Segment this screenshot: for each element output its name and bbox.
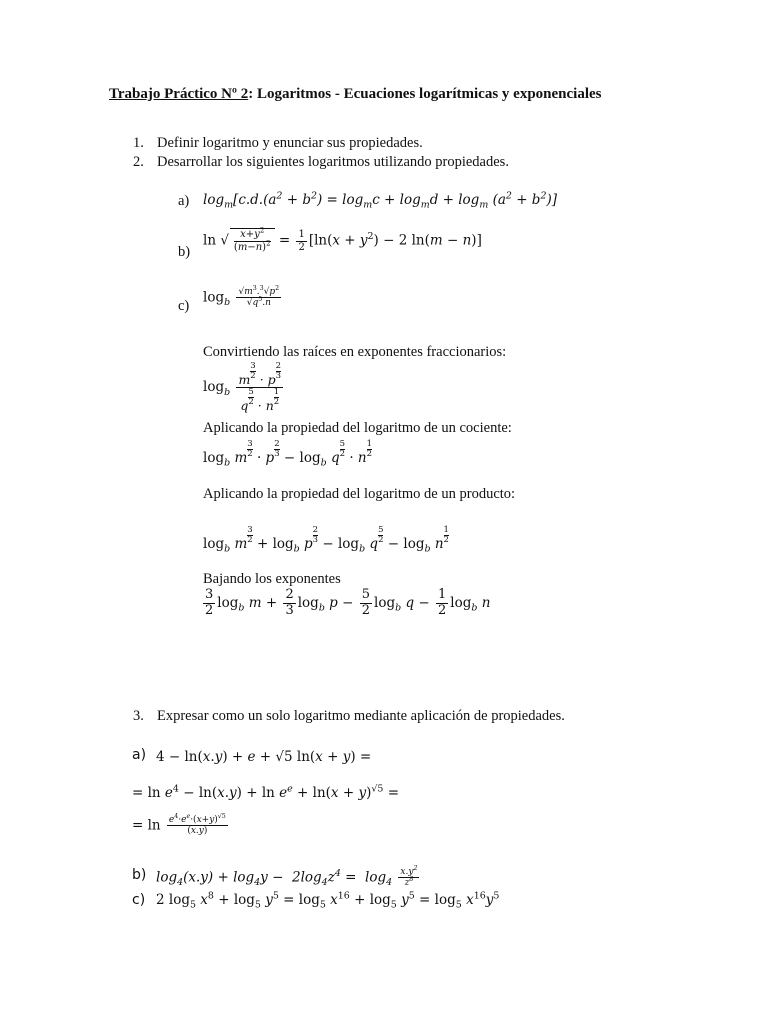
equation-2c: $\log_b$ $\frac{√m^3.^3√p^2}{√q^5.n}$	[203, 285, 280, 309]
equation-3a-line1: 4 − ln(x.y) + e + √5 ln(x + y) =	[156, 749, 372, 765]
step-2-text: Aplicando la propiedad del logaritmo de un cociente:	[203, 420, 512, 436]
step-3-text: Aplicando la propiedad del logaritmo de un producto:	[203, 486, 516, 502]
equation-3a-line2: = $\ln e^4 - \ln(x.y) + \ln e^e + \ln(x + y)^{√5}$ =	[132, 783, 400, 801]
item-3-text: Expresar como un solo logaritmo mediante aplicación de propiedades.	[157, 708, 565, 724]
equation-2a: $\log_m[c.d.(a^2 + b^2) = \log_mc + \log_md + \log_m (a^2 + b^2)]$	[203, 190, 558, 211]
step-1-text: Convirtiendo las raíces en exponentes fraccionarios:	[203, 344, 507, 360]
label-2c: c)	[178, 298, 190, 314]
equation-3b: $\log_4(x.y) + \log_4y - 2\log_4z^4 = \log_4$ $\frac{x.y^2}{z^8}$	[156, 865, 418, 889]
label-2b: b)	[178, 244, 191, 260]
step-1-equation: $\log_b$ m $\frac{3}{2}$ · p $\frac{2}{3}$ q $\frac{5}{2}$ · n $\frac{1}{2}$	[203, 361, 282, 414]
step-2-equation: $\log_b m$ $\frac{3}{2}$ · p $\frac{2}{3}$ − $\log_b q$ $\frac{5}{2}$ · n $\frac{1}{2}$	[203, 439, 373, 469]
label-3b: b)	[132, 867, 147, 883]
label-2a: a)	[178, 193, 190, 209]
item-1-number: 1.	[133, 135, 144, 151]
page-title	[109, 86, 602, 103]
item-1-text: Definir logaritmo y enunciar sus propiedades.	[157, 135, 423, 151]
title-rest: : Logaritmos - Ecuaciones logarítmicas y exponenciales	[248, 86, 602, 102]
label-3a: a)	[132, 747, 147, 763]
equation-3a-line3: = ln $\frac{e^4\cdot e^e\cdot(x+y)^{√5}}{(x.y)}$	[132, 813, 226, 837]
equation-2b: ln √ $\frac{x+y^2}{(m-n)^2}$ = $\frac{1}{2}$ [$\ln(x + y^2) - 2$ ln(m − n)]	[203, 226, 482, 253]
equation-3c: 2 $\log_5 x^8 + \log_5 y^5 = \log_5 x^{16} + \log_5 y^5 = \log_5 x^{16}y^5$	[156, 890, 500, 911]
step-3-equation: $\log_b m$ $\frac{3}{2}$ + $\log_b p$ $\frac{2}{3}$ − $\log_b q$ $\frac{5}{2}$ − $\log_b n$ $\frac{1}{2}$	[203, 525, 449, 555]
step-4-text: Bajando los exponentes	[203, 571, 341, 587]
item-2-number: 2.	[133, 154, 144, 170]
item-3-number: 3.	[133, 708, 144, 724]
label-3c: c)	[132, 892, 146, 908]
title-prefix: Trabajo Práctico Nº 2	[109, 86, 249, 102]
step-4-equation: $\frac{3}{2}$ $\log_b m$ + $\frac{2}{3}$ $\log_b p$ − $\frac{5}{2}$ $\log_b q$ − $\frac{1}{2}$ $\log_b n$	[205, 587, 491, 618]
item-2-text: Desarrollar los siguientes logaritmos utilizando propiedades.	[157, 154, 509, 170]
